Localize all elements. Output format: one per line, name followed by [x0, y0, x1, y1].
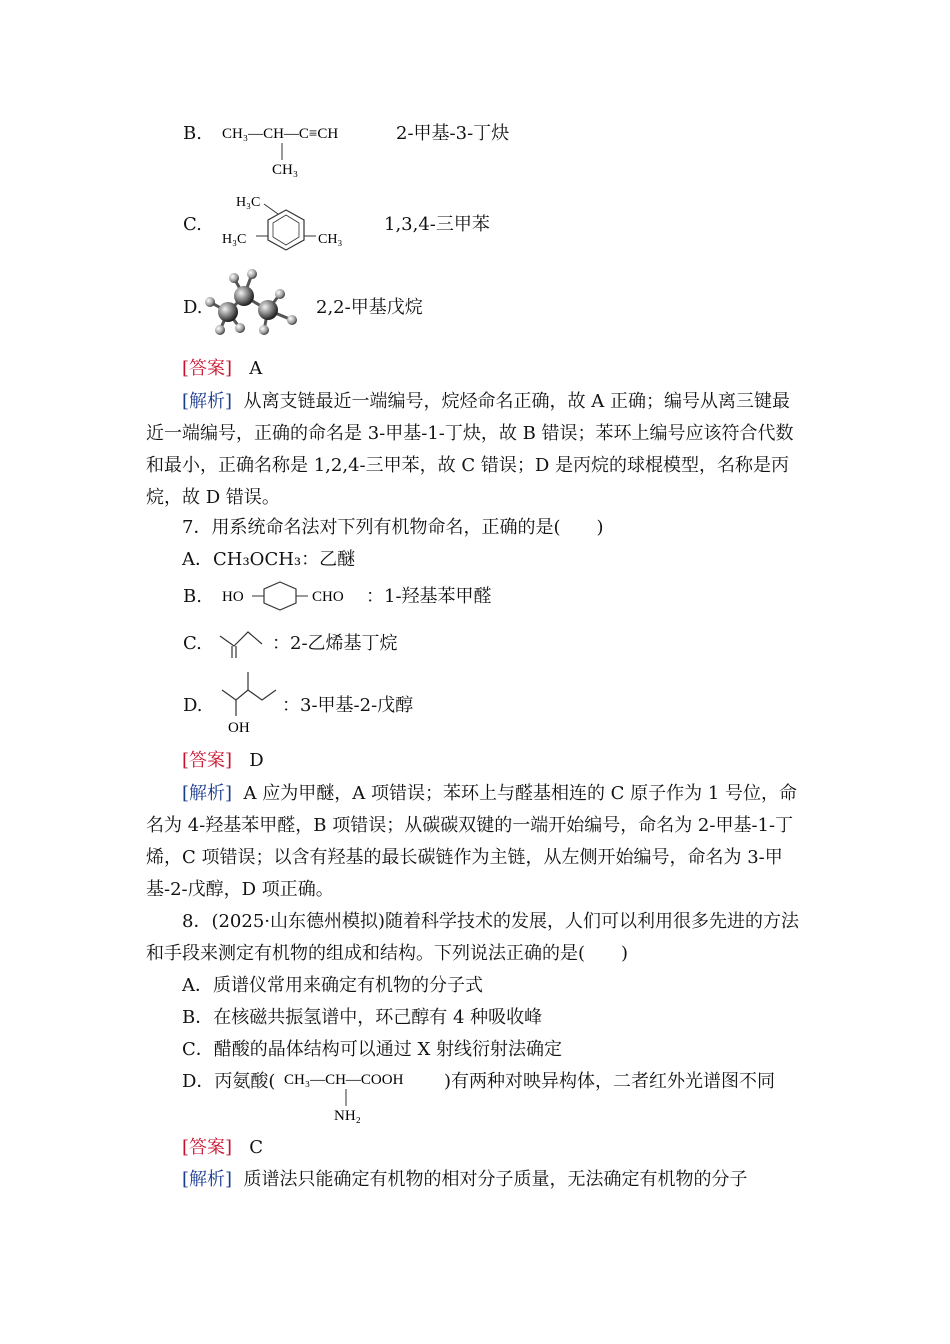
explanation-text: A 应为甲醚，A 项错误；苯环上与醛基相连的 C 原子作为 1 号位，命名为 4-羟基苯甲醛，B 项错误；从碳碳双键的一端开始编号，命名为 2-甲基-1-丁烯，C 项错误；以含有羟基的最长碳链作为主链，从左侧开始编号，命名为 3-甲基-2-戊醇，D 项正确。: [146, 783, 798, 900]
q8-alanine-structure: [284, 1064, 444, 1126]
q6-option-d-letter: D.: [183, 297, 203, 318]
q8-option-b: B．在核磁共振氢谱中，环己醇有 4 种吸收峰: [182, 1007, 543, 1028]
q7-option-c-name: ：2-乙烯基丁烷: [272, 633, 398, 654]
q7-option-b-letter: B.: [183, 586, 202, 607]
q8-option-c: C．醋酸的晶体结构可以通过 X 射线衍射法确定: [182, 1039, 563, 1060]
explanation-text: 从离支链最近一端编号，烷烃命名正确，故 A 正确；编号从离三键最近一端编号，正确的命名是 3-甲基-1-丁炔，故 B 错误；苯环上编号应该符合代数和最小，正确名称是 1,2,4-三甲苯，故 C 错误；D 是丙烷的球棍模型，名称是丙烷，故 D 错误。: [146, 391, 794, 508]
q8-stem: 8．(2025·山东德州模拟)随着科学技术的发展，人们可以利用很多先进的方法和手段来测定有机物的组成和结构。下列说法正确的是( ): [146, 911, 800, 964]
q6-answer: [182, 357, 262, 381]
q8-alanine-main: CH₃—CH—COOH: [284, 1072, 404, 1088]
q6-b-formula-sub: CH₃: [272, 162, 299, 178]
q7-option-b-structure: [222, 578, 362, 614]
q7-option-c-skeletal: [218, 622, 268, 658]
q7-option-a: A．CH₃OCH₃：乙醚: [182, 549, 356, 570]
q6-option-c-structure: [222, 190, 362, 260]
q6-ball-stick-model: [200, 266, 304, 342]
q8-alanine-sub: NH₂: [334, 1108, 361, 1124]
explanation-text: 质谱法只能确定有机物的相对分子质量，无法确定有机物的分子: [243, 1169, 748, 1190]
q6-c-top-methyl: H₃C: [236, 195, 261, 210]
q6-option-b-letter: B.: [183, 123, 202, 144]
q6-option-d-name: 2,2-甲基戊烷: [316, 297, 423, 318]
explanation-tag: [解析]: [182, 1169, 233, 1190]
q6-c-right-methyl: CH₃: [318, 232, 343, 247]
answer-tag: [答案]: [182, 358, 233, 379]
q7-option-d-skeletal: [218, 668, 282, 738]
q7-option-b-name: ：1-羟基苯甲醛: [366, 586, 492, 607]
q6-c-left-methyl: H₃C: [222, 232, 247, 247]
q6-option-c-letter: C.: [183, 214, 202, 235]
explanation-tag: [解析]: [182, 783, 233, 804]
q6-b-formula-main: CH₃—CH—C≡CH: [222, 126, 339, 142]
q7-option-d-name: ：3-甲基-2-戊醇: [282, 695, 414, 716]
q7-b-left-group: HO: [222, 589, 244, 605]
answer-tag: [答案]: [182, 750, 233, 771]
answer-value: A: [249, 358, 263, 379]
q6-option-b-name: 2-甲基-3-丁炔: [396, 123, 510, 144]
q7-d-oh-label: OH: [228, 720, 250, 736]
q7-option-c-letter: C.: [183, 633, 202, 654]
q8-option-d-suffix: )有两种对映异构体，二者红外光谱图不同: [444, 1071, 776, 1092]
q7-option-d-letter: D.: [183, 695, 203, 716]
q8-answer: [182, 1136, 263, 1160]
q8-explanation: [146, 1164, 806, 1196]
q8-option-a: A．质谱仪常用来确定有机物的分子式: [182, 975, 483, 996]
q6-explanation: [146, 386, 806, 514]
explanation-tag: [解析]: [182, 391, 233, 412]
answer-value: C: [249, 1137, 263, 1158]
q6-option-b-structure: [222, 118, 382, 180]
q6-option-c-name: 1,3,4-三甲苯: [384, 214, 490, 235]
q7-answer: [182, 749, 264, 773]
q7-b-right-group: CHO: [312, 589, 344, 605]
q7-stem: 7．用系统命名法对下列有机物命名，正确的是( ): [182, 517, 604, 538]
answer-value: D: [249, 750, 264, 771]
answer-tag: [答案]: [182, 1137, 233, 1158]
q8-option-d-prefix: D．丙氨酸(: [182, 1071, 276, 1092]
q7-explanation: [146, 778, 806, 906]
